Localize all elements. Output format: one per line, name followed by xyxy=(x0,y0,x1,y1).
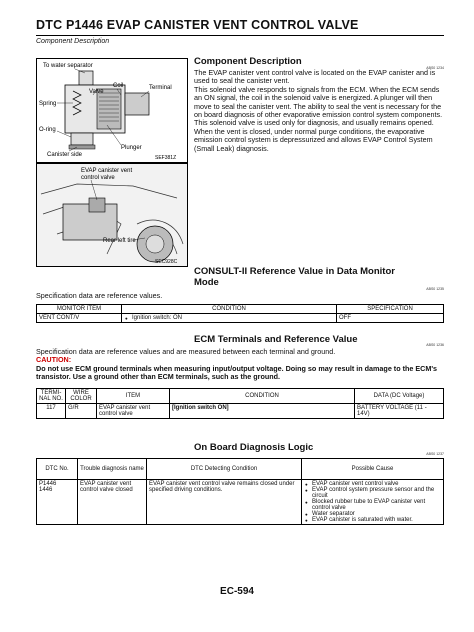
cell-detecting-condition: EVAP canister vent control valve remains closed under specified driving conditions. xyxy=(147,480,302,525)
label-rear-tire: Rear left tire xyxy=(103,238,136,244)
title-rule xyxy=(36,35,444,36)
obd-table xyxy=(36,458,444,525)
cell-condition: [Ignition switch ON] xyxy=(170,404,355,419)
header-item: ITEM xyxy=(97,389,170,404)
cell-item: VENT CONT/V xyxy=(37,314,122,323)
header-terminal: TERMI-NAL NO. xyxy=(37,389,66,404)
list-item: ● EVAP canister is saturated with water. xyxy=(312,517,441,523)
label-evap-vent: EVAP canister vent xyxy=(81,168,133,174)
label-spring: Spring xyxy=(39,101,57,107)
list-item: ● Blocked rubber tube to EVAP canister vent control valve xyxy=(312,499,441,511)
caution-label: CAUTION: xyxy=(36,355,72,365)
list-item: ● EVAP canister vent control valve xyxy=(312,481,441,487)
ecm-code: ABS0 1236 xyxy=(426,343,444,347)
ecm-table xyxy=(36,388,444,419)
header-dtc-no: DTC No. xyxy=(37,459,78,480)
header-possible-cause: Possible Cause xyxy=(302,459,444,480)
consult-table xyxy=(36,304,444,323)
location-diagram-drawing xyxy=(37,164,187,266)
header-specification: SPECIFICATION xyxy=(337,305,444,314)
component-para-3: This solenoid valve is used only for diagnosis, and usually remains opened. xyxy=(194,118,434,128)
label-water-separator: To water separator xyxy=(43,63,93,69)
section-label: Component Description xyxy=(36,38,110,45)
consult-spec-note: Specification data are reference values. xyxy=(36,291,163,300)
page-number: EC-594 xyxy=(220,586,254,597)
obd-heading: On Board Diagnosis Logic xyxy=(194,442,314,453)
label-terminal: Terminal xyxy=(149,85,172,91)
table-header-row xyxy=(37,305,444,314)
component-para-4: When the vent is closed, under normal purge conditions, the evaporative emission control system is depressurized and allows EVAP Control System (Small Leak) diagnosis. xyxy=(194,126,433,153)
cell-terminal: 117 xyxy=(37,404,66,419)
component-para-2: This solenoid valve responds to signals from the ECM. When the ECM sends an ON signal, the coil in the solenoid valve is energized. A plunger will then move to seal the canister vent. The ability to seal the vent is necessary for the on board diagnosis of other evaporative emission control system components. xyxy=(194,84,443,120)
cell-possible-cause xyxy=(302,480,444,525)
header-diagnosis-name: Trouble diagnosis name xyxy=(78,459,147,480)
table-row xyxy=(37,314,444,323)
consult-code: ABS0 1235 xyxy=(426,287,444,291)
header-condition: CONDITION xyxy=(122,305,337,314)
consult-heading-line-1: CONSULT-II Reference Value in Data Monitor xyxy=(194,266,395,277)
component-heading: Component Description xyxy=(194,56,302,67)
valve-diagram xyxy=(36,58,188,163)
label-control-valve: control valve xyxy=(81,175,115,181)
obd-code: ABS0 1237 xyxy=(426,452,444,456)
cell-item: EVAP canister vent control valve xyxy=(97,404,170,419)
ecm-spec-note: Specification data are reference values and are measured between each terminal and ground. xyxy=(36,347,336,356)
label-canister-side: Canister side xyxy=(47,152,83,158)
label-valve: Valve xyxy=(89,89,104,95)
table-header-row xyxy=(37,389,444,404)
cell-dtc-no: P1446 1446 xyxy=(37,480,78,525)
header-condition: CONDITION xyxy=(170,389,355,404)
label-plunger: Plunger xyxy=(121,145,142,151)
list-item: ● EVAP control system pressure sensor and the circuit xyxy=(312,487,441,499)
ecm-heading: ECM Terminals and Reference Value xyxy=(194,334,358,345)
consult-heading xyxy=(194,266,395,288)
cell-data: BATTERY VOLTAGE (11 - 14V) xyxy=(355,404,444,419)
cell-condition: ● Ignition switch: ON xyxy=(122,314,337,323)
consult-heading-line-2: Mode xyxy=(194,277,219,288)
ecm-text xyxy=(36,348,446,382)
figure-code-2: SEC928C xyxy=(155,259,178,265)
label-coil: Coil xyxy=(113,83,124,89)
component-para-1: The EVAP canister vent control valve is located on the EVAP canister and is used to seal the canister vent. xyxy=(194,68,436,86)
header-wire-color: WIRE COLOR xyxy=(66,389,97,404)
list-item: ● Water separator xyxy=(312,511,441,517)
caution-text: Do not use ECM ground terminals when measuring input/output voltage. Doing so may result in damage to the ECM's transistor. Use a ground other than ECM terminals, such as the ground. xyxy=(36,363,438,382)
label-o-ring: O-ring xyxy=(39,127,56,133)
table-row xyxy=(37,480,444,525)
table-row xyxy=(37,404,444,419)
component-text xyxy=(194,69,444,153)
cell-wire-color: G/R xyxy=(66,404,97,419)
page-title: DTC P1446 EVAP CANISTER VENT CONTROL VALVE xyxy=(36,18,359,32)
header-detecting-condition: DTC Detecting Condition xyxy=(147,459,302,480)
location-diagram xyxy=(36,163,188,267)
header-monitor-item: MONITOR ITEM xyxy=(37,305,122,314)
header-data: DATA (DC Voltage) xyxy=(355,389,444,404)
table-header-row xyxy=(37,459,444,480)
cell-diagnosis-name: EVAP canister vent control valve closed xyxy=(78,480,147,525)
cell-spec: OFF xyxy=(337,314,444,323)
component-code: ABS0 1234 xyxy=(426,66,444,70)
valve-diagram-drawing xyxy=(37,59,187,162)
figure-code: SEF381Z xyxy=(155,155,177,161)
